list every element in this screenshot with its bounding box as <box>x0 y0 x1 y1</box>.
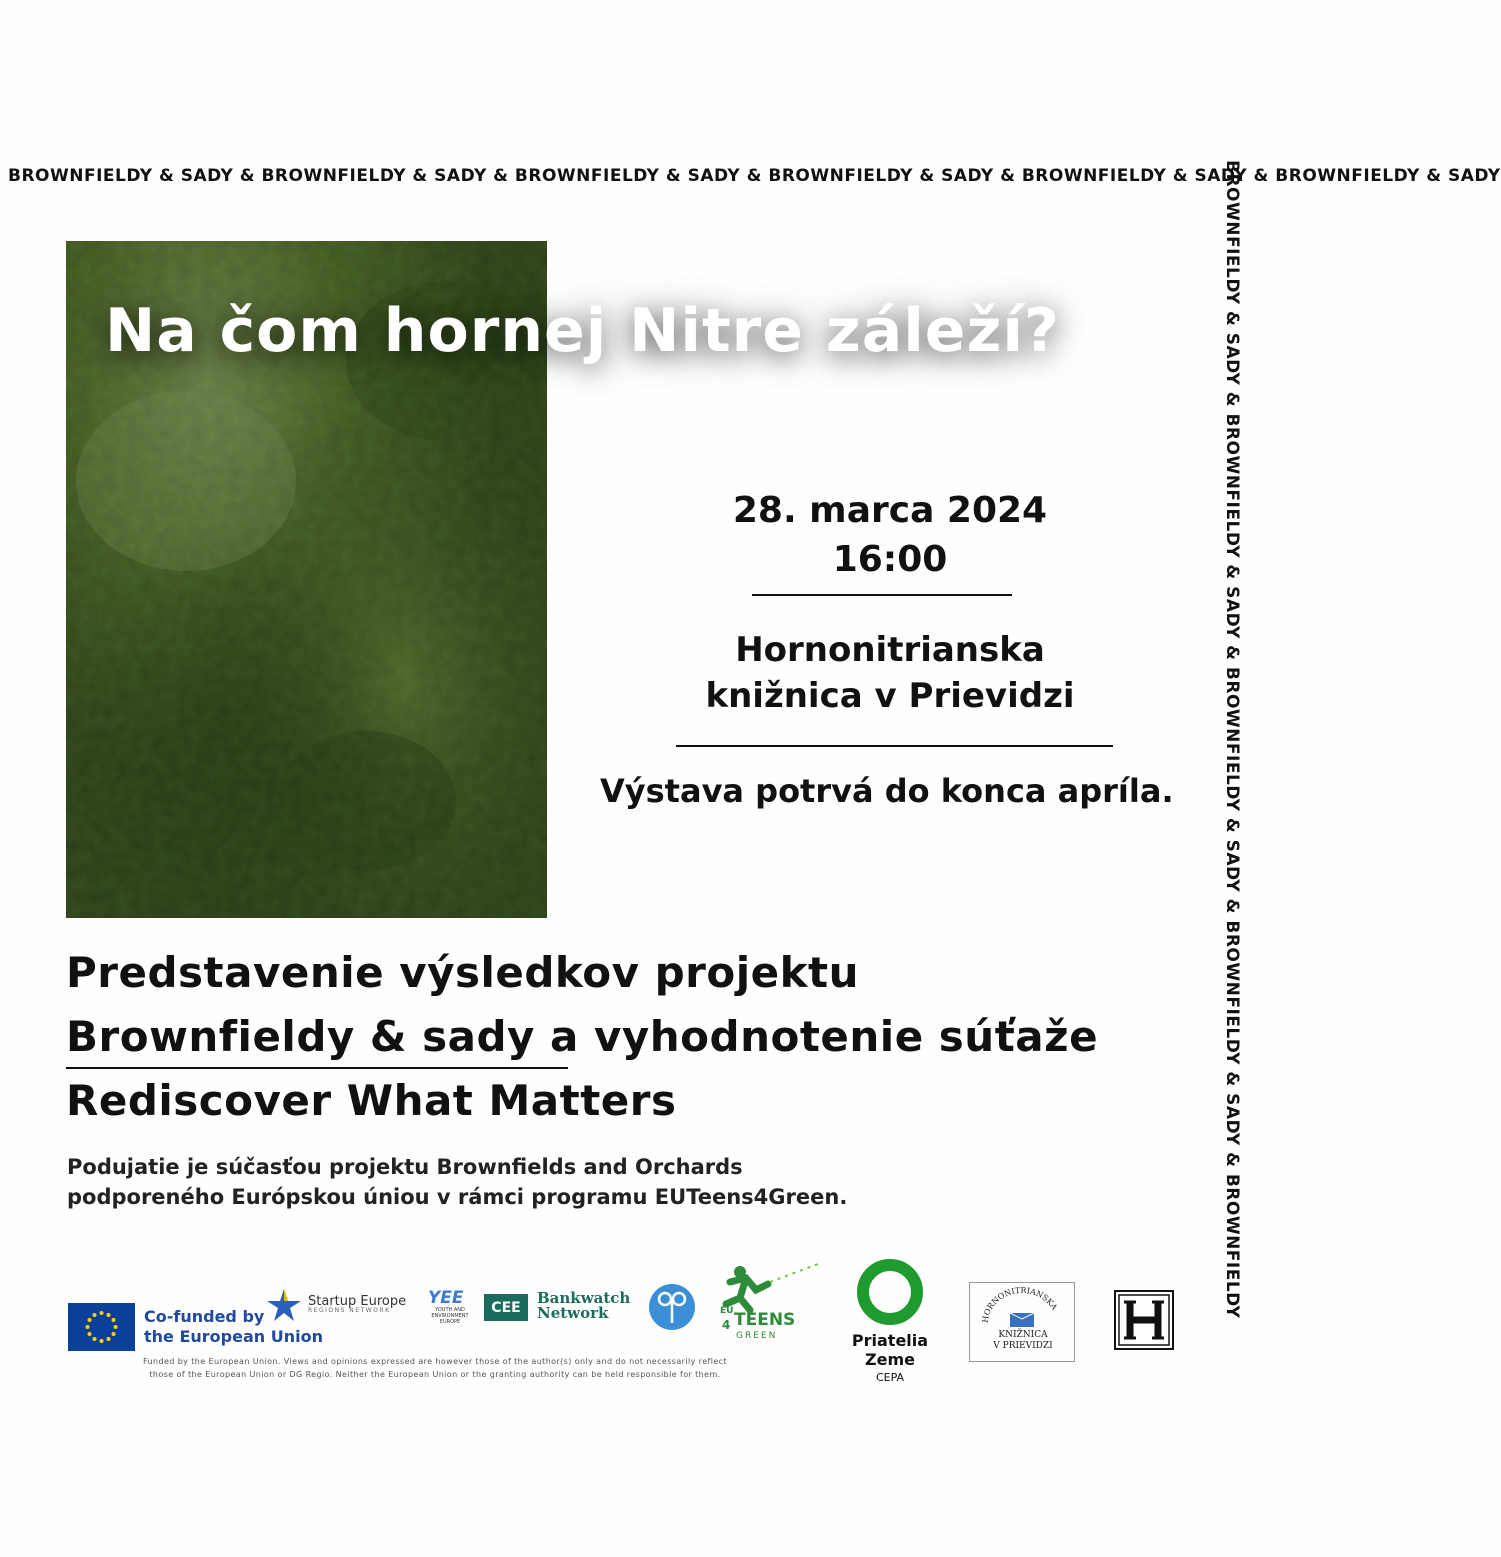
euteens-4-label: 4 <box>722 1318 731 1332</box>
priatelia-zeme-sub: CEPA <box>875 1371 905 1384</box>
priatelia-zeme-line-1: Priatelia <box>851 1331 929 1350</box>
priatelia-zeme-line-2: Zeme <box>865 1350 915 1369</box>
divider-1 <box>752 594 1012 596</box>
top-ticker <box>8 166 1501 190</box>
bankwatch-line-1: Bankwatch <box>537 1289 631 1307</box>
disclaimer-line-2: those of the European Union or DG Regio. Neither the European Union or the granting authority can be held responsible for them. <box>149 1370 721 1379</box>
startup-europe-sub: REGIONS NETWORK <box>308 1307 391 1314</box>
euteens-eu-label: EU <box>720 1306 734 1316</box>
note-line-1: Podujatie je súčasťou projektu Brownfields and Orchards <box>67 1155 743 1179</box>
funding-disclaimer <box>80 1355 790 1381</box>
eu-cofunded-line-2: the European Union <box>144 1327 323 1346</box>
event-date: 28. marca 2024 <box>732 490 1048 531</box>
venue-line-1: Hornonitrianska <box>735 630 1045 670</box>
eu-flag-icon <box>68 1303 135 1351</box>
description-line-3: Rediscover What Matters <box>66 1076 677 1125</box>
h-crest-icon <box>1114 1290 1174 1354</box>
yee-logo: YEE <box>428 1288 464 1308</box>
priatelia-zeme-ring-icon <box>856 1258 924 1330</box>
description-line-1: Predstavenie výsledkov projektu <box>66 948 860 997</box>
library-name <box>992 1330 1054 1352</box>
startup-europe-star-icon <box>264 1287 304 1327</box>
side-ticker-text: BROWNFIELDY & SADY & BROWNFIELDY & SADY & BROWNFIELDY & SADY & BROWNFIELDY & SADY & BROWNFIELDY <box>1222 160 1242 1319</box>
description-line-2: Brownfieldy & sady a vyhodnotenie súťaže <box>66 1012 1099 1061</box>
description-underline <box>66 1067 568 1069</box>
eu-cofunded-line-1: Co-funded by <box>144 1307 265 1326</box>
euteens4green-logo <box>710 1258 822 1344</box>
exhibition-note: Výstava potrvá do konca apríla. <box>600 772 1174 810</box>
euteens-teens-label: TEENS <box>734 1310 796 1330</box>
divider-2 <box>676 745 1113 747</box>
blue-plant-icon <box>648 1283 696 1335</box>
yee-subtitle: YOUTH AND ENVIRONMENT EUROPE <box>431 1307 469 1325</box>
headline: Na čom hornej Nitre záleží? <box>105 296 1060 366</box>
bankwatch-line-2: Network <box>537 1304 609 1322</box>
note-line-2: podporeného Európskou úniou v rámci programu EUTeens4Green. <box>67 1185 848 1209</box>
side-ticker <box>1220 160 1244 1400</box>
startup-europe-name: Startup Europe <box>308 1294 407 1309</box>
top-ticker-text: BROWNFIELDY & SADY & BROWNFIELDY & SADY & BROWNFIELDY & SADY & BROWNFIELDY & SADY & BROWNFIELDY & SADY & BROWNFIELDY & SADY <box>8 166 1501 186</box>
library-arc-text: HORNONITRIANSKA <box>980 1285 1059 1324</box>
euteens-green-label: GREEN <box>736 1331 778 1341</box>
library-name-line-1: KNIŽNICA <box>998 1330 1048 1340</box>
disclaimer-line-1: Funded by the European Union. Views and opinions expressed are however those of the author(s) only and do not necessarily reflect <box>142 1357 728 1366</box>
venue-line-2: knižnica v Prievidzi <box>705 676 1075 716</box>
library-name-line-2: V PRIEVIDZI <box>993 1341 1053 1351</box>
event-time: 16:00 <box>832 539 948 580</box>
cee-badge: CEE <box>484 1294 528 1321</box>
